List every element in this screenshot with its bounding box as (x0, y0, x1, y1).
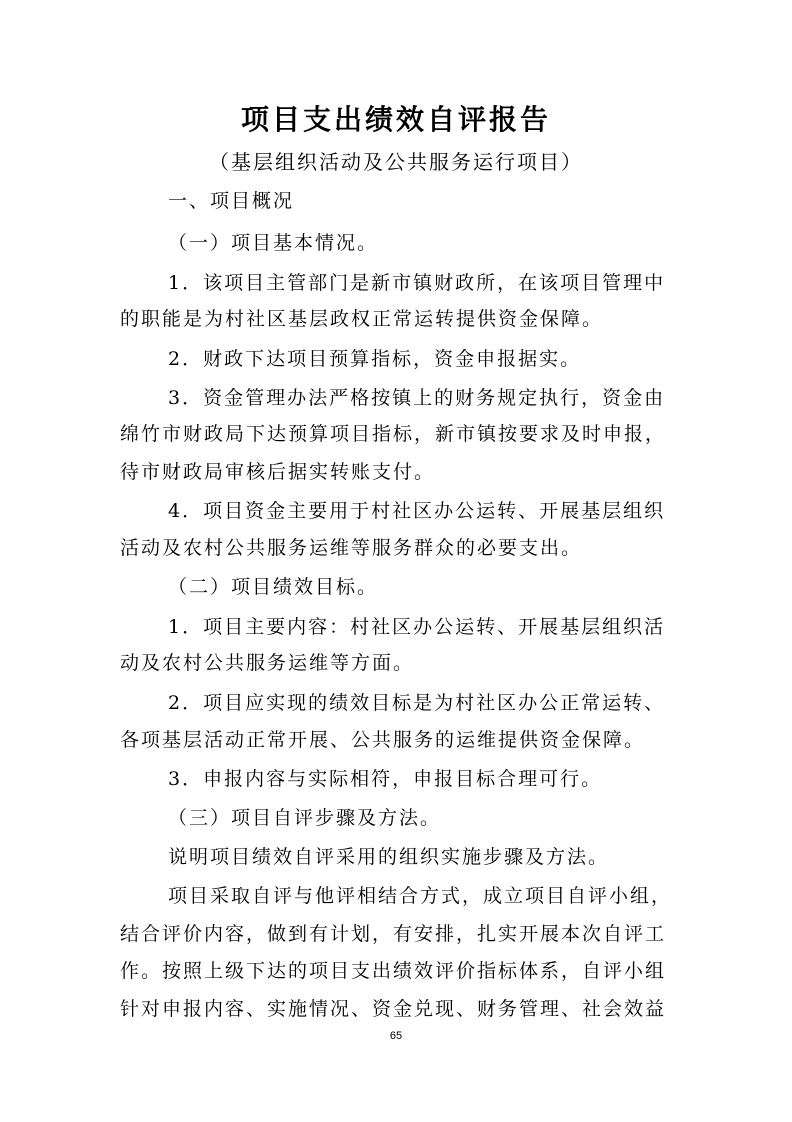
page-number: 65 (389, 1030, 403, 1042)
paragraph-line: 项目采取自评与他评相结合方式，成立项目自评小组， (168, 885, 673, 907)
paragraph-line: 2．财政下达项目预算指标，资金申报据实。 (168, 348, 582, 370)
subsection-heading: （三）项目自评步骤及方法。 (168, 807, 442, 829)
report-subtitle: （基层组织活动及公共服务运行项目） (209, 150, 583, 174)
paragraph-line: 1．项目主要内容：村社区办公运转、开展基层组织活 (168, 616, 666, 638)
subsection-heading: （二）项目绩效目标。 (168, 576, 379, 598)
paragraph-line: 说明项目绩效自评采用的组织实施步骤及方法。 (168, 846, 610, 868)
paragraph-line: 4．项目资金主要用于村社区办公运转、开展基层组织 (168, 500, 666, 522)
section-heading: 一、项目概况 (168, 190, 295, 212)
paragraph-line: 动及农村公共服务运维等方面。 (120, 652, 415, 674)
paragraph-line: 各项基层活动正常开展、公共服务的运维提供资金保障。 (120, 729, 646, 751)
report-title: 项目支出绩效自评报告 (240, 103, 551, 136)
paragraph-line: 结合评价内容，做到有计划，有安排，扎实开展本次自评工 (120, 923, 667, 945)
paragraph-line: 活动及农村公共服务运维等服务群众的必要支出。 (120, 537, 583, 559)
paragraph-line: 待市财政局审核后据实转账支付。 (120, 461, 436, 483)
paragraph-line: 绵竹市财政局下达预算项目指标，新市镇按要求及时申报， (120, 423, 667, 445)
paragraph-line: 3．申报内容与实际相符，申报目标合理可行。 (168, 768, 603, 790)
paragraph-line: 的职能是为村社区基层政权正常运转提供资金保障。 (120, 308, 604, 330)
paragraph-line: 1．该项目主管部门是新市镇财政所，在该项目管理中 (168, 272, 666, 294)
paragraph-line: 2．项目应实现的绩效目标是为村社区办公正常运转、 (168, 692, 666, 714)
paragraph-line: 针对申报内容、实施情况、资金兑现、财务管理、社会效益 (120, 998, 667, 1020)
paragraph-line: 3．资金管理办法严格按镇上的财务规定执行，资金由 (168, 387, 666, 409)
paragraph-line: 作。按照上级下达的项目支出绩效评价指标体系，自评小组 (120, 960, 667, 982)
subsection-heading: （一）项目基本情况。 (168, 232, 379, 254)
